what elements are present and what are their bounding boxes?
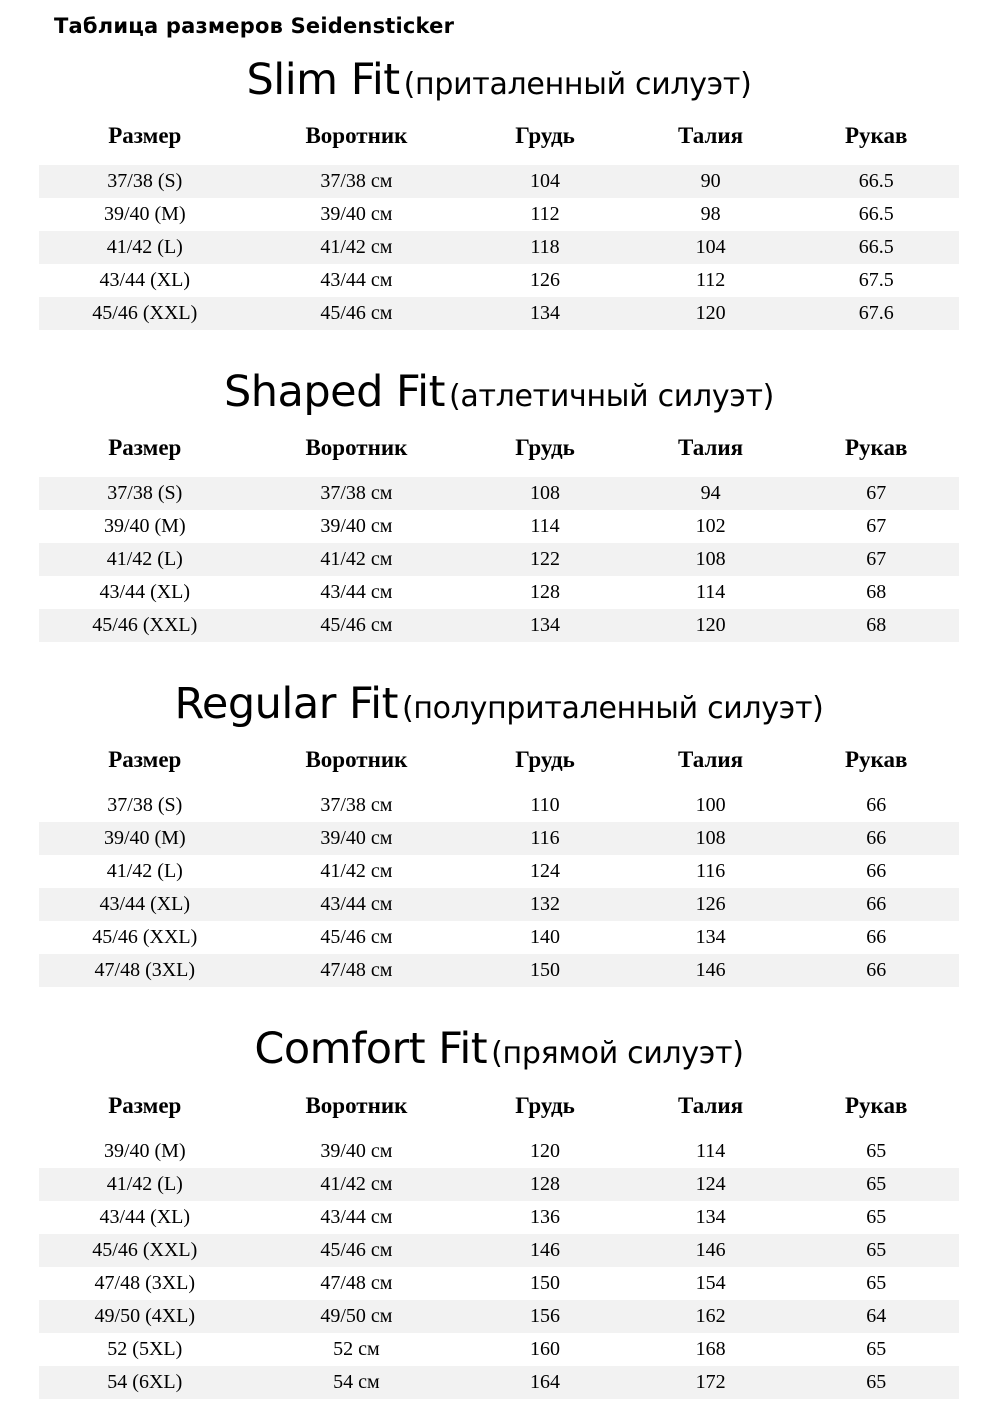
column-header-sleeve: Рукав <box>845 123 908 149</box>
cell-sleeve: 67 <box>793 543 959 576</box>
cell-sleeve: 67.5 <box>793 264 959 297</box>
table-row <box>39 1201 959 1234</box>
cell-chest: 128 <box>462 576 628 609</box>
column-header-waist: Талия <box>678 1092 744 1118</box>
column-header-waist: Талия <box>678 435 744 461</box>
column-header-collar: Воротник <box>305 435 408 461</box>
cell-collar: 41/42 см <box>251 543 463 576</box>
cell-chest: 118 <box>462 231 628 264</box>
cell-waist: 100 <box>628 789 794 822</box>
cell-sleeve: 66 <box>793 855 959 888</box>
cell-sleeve: 68 <box>793 609 959 642</box>
cell-waist: 94 <box>628 477 794 510</box>
cell-collar: 43/44 см <box>251 888 463 921</box>
table-row <box>39 1168 959 1201</box>
cell-size: 37/38 (S) <box>39 789 251 822</box>
cell-sleeve: 65 <box>793 1168 959 1201</box>
table-row <box>39 789 959 822</box>
cell-collar: 43/44 см <box>251 1201 463 1234</box>
cell-collar: 41/42 см <box>251 1168 463 1201</box>
column-header-sleeve: Рукав <box>845 747 908 773</box>
cell-size: 43/44 (XL) <box>39 888 251 921</box>
cell-chest: 112 <box>462 198 628 231</box>
cell-waist: 104 <box>628 231 794 264</box>
column-header-size: Размер <box>108 123 182 149</box>
cell-size: 47/48 (3XL) <box>39 1267 251 1300</box>
cell-chest: 156 <box>462 1300 628 1333</box>
fit-section-shaped <box>0 367 998 642</box>
table-header-row <box>39 117 959 165</box>
cell-size: 37/38 (S) <box>39 477 251 510</box>
cell-sleeve: 66.5 <box>793 198 959 231</box>
cell-collar: 41/42 см <box>251 231 463 264</box>
cell-waist: 98 <box>628 198 794 231</box>
cell-waist: 120 <box>628 609 794 642</box>
section-heading <box>0 679 998 730</box>
cell-waist: 102 <box>628 510 794 543</box>
cell-chest: 134 <box>462 609 628 642</box>
cell-waist: 134 <box>628 1201 794 1234</box>
cell-waist: 154 <box>628 1267 794 1300</box>
table-row <box>39 1234 959 1267</box>
table-row <box>39 888 959 921</box>
cell-collar: 45/46 см <box>251 921 463 954</box>
cell-sleeve: 66 <box>793 789 959 822</box>
cell-collar: 39/40 см <box>251 1135 463 1168</box>
table-row <box>39 1366 959 1399</box>
column-header-chest: Грудь <box>515 435 575 461</box>
table-row <box>39 954 959 987</box>
cell-collar: 47/48 см <box>251 1267 463 1300</box>
cell-sleeve: 65 <box>793 1135 959 1168</box>
table-row <box>39 264 959 297</box>
fit-name: Regular Fit <box>174 679 398 730</box>
cell-waist: 108 <box>628 822 794 855</box>
cell-size: 45/46 (XXL) <box>39 1234 251 1267</box>
cell-size: 39/40 (M) <box>39 510 251 543</box>
fit-name: Comfort Fit <box>254 1024 488 1075</box>
cell-waist: 124 <box>628 1168 794 1201</box>
cell-sleeve: 64 <box>793 1300 959 1333</box>
cell-size: 39/40 (M) <box>39 822 251 855</box>
cell-size: 39/40 (M) <box>39 1135 251 1168</box>
cell-sleeve: 65 <box>793 1267 959 1300</box>
cell-size: 43/44 (XL) <box>39 264 251 297</box>
cell-collar: 37/38 см <box>251 789 463 822</box>
cell-chest: 146 <box>462 1234 628 1267</box>
column-header-size: Размер <box>108 435 182 461</box>
table-row <box>39 543 959 576</box>
cell-chest: 108 <box>462 477 628 510</box>
cell-sleeve: 67.6 <box>793 297 959 330</box>
cell-chest: 160 <box>462 1333 628 1366</box>
section-heading <box>0 1024 998 1075</box>
size-table <box>39 1087 959 1399</box>
cell-sleeve: 65 <box>793 1366 959 1399</box>
cell-collar: 41/42 см <box>251 855 463 888</box>
fit-subtitle: (приталенный силуэт) <box>403 67 752 102</box>
fit-section-regular <box>0 679 998 987</box>
table-row <box>39 165 959 198</box>
column-header-collar: Воротник <box>305 123 408 149</box>
table-row <box>39 510 959 543</box>
table-row <box>39 297 959 330</box>
size-table <box>39 429 959 642</box>
cell-size: 45/46 (XXL) <box>39 297 251 330</box>
cell-collar: 39/40 см <box>251 510 463 543</box>
table-row <box>39 1300 959 1333</box>
cell-chest: 120 <box>462 1135 628 1168</box>
table-row <box>39 609 959 642</box>
cell-chest: 140 <box>462 921 628 954</box>
cell-waist: 90 <box>628 165 794 198</box>
page-title: Таблица размеров Seidensticker <box>54 14 455 38</box>
table-header-row <box>39 1087 959 1135</box>
cell-chest: 136 <box>462 1201 628 1234</box>
fit-subtitle: (полуприталенный силуэт) <box>401 691 824 727</box>
cell-sleeve: 65 <box>793 1333 959 1366</box>
cell-chest: 150 <box>462 1267 628 1300</box>
fit-subtitle: (прямой силуэт) <box>491 1036 744 1072</box>
cell-collar: 43/44 см <box>251 264 463 297</box>
table-row <box>39 1135 959 1168</box>
cell-chest: 124 <box>462 855 628 888</box>
section-heading <box>0 367 998 418</box>
column-header-collar: Воротник <box>305 747 408 773</box>
cell-collar: 54 см <box>251 1366 463 1399</box>
table-header-row <box>39 741 959 789</box>
cell-sleeve: 66 <box>793 822 959 855</box>
cell-waist: 162 <box>628 1300 794 1333</box>
table-row <box>39 231 959 264</box>
cell-size: 37/38 (S) <box>39 165 251 198</box>
size-table <box>39 117 959 330</box>
cell-chest: 116 <box>462 822 628 855</box>
cell-collar: 45/46 см <box>251 609 463 642</box>
cell-size: 45/46 (XXL) <box>39 609 251 642</box>
cell-chest: 132 <box>462 888 628 921</box>
table-row <box>39 855 959 888</box>
table-row <box>39 1333 959 1366</box>
table-row <box>39 1267 959 1300</box>
column-header-waist: Талия <box>678 123 744 149</box>
fit-subtitle: (атлетичный силуэт) <box>448 379 775 415</box>
column-header-sleeve: Рукав <box>845 1092 908 1118</box>
cell-waist: 108 <box>628 543 794 576</box>
cell-collar: 43/44 см <box>251 576 463 609</box>
cell-sleeve: 68 <box>793 576 959 609</box>
table-row <box>39 477 959 510</box>
cell-size: 41/42 (L) <box>39 231 251 264</box>
table-header-row <box>39 429 959 477</box>
cell-waist: 134 <box>628 921 794 954</box>
column-header-chest: Грудь <box>515 1092 575 1118</box>
cell-chest: 126 <box>462 264 628 297</box>
section-heading <box>0 55 998 105</box>
cell-collar: 37/38 см <box>251 477 463 510</box>
cell-sleeve: 66 <box>793 921 959 954</box>
fit-name: Shaped Fit <box>223 367 445 418</box>
cell-chest: 150 <box>462 954 628 987</box>
cell-waist: 116 <box>628 855 794 888</box>
fit-section-comfort <box>0 1024 998 1398</box>
cell-size: 41/42 (L) <box>39 1168 251 1201</box>
cell-chest: 164 <box>462 1366 628 1399</box>
table-row <box>39 822 959 855</box>
column-header-waist: Талия <box>678 747 744 773</box>
column-header-size: Размер <box>108 747 182 773</box>
cell-sleeve: 67 <box>793 510 959 543</box>
cell-sleeve: 66 <box>793 888 959 921</box>
cell-waist: 120 <box>628 297 794 330</box>
cell-sleeve: 67 <box>793 477 959 510</box>
cell-waist: 168 <box>628 1333 794 1366</box>
table-row <box>39 921 959 954</box>
cell-size: 49/50 (4XL) <box>39 1300 251 1333</box>
cell-waist: 126 <box>628 888 794 921</box>
cell-collar: 37/38 см <box>251 165 463 198</box>
cell-collar: 52 см <box>251 1333 463 1366</box>
cell-sleeve: 65 <box>793 1234 959 1267</box>
cell-size: 41/42 (L) <box>39 543 251 576</box>
cell-chest: 110 <box>462 789 628 822</box>
table-row <box>39 576 959 609</box>
cell-waist: 146 <box>628 954 794 987</box>
cell-waist: 114 <box>628 1135 794 1168</box>
cell-collar: 49/50 см <box>251 1300 463 1333</box>
cell-chest: 134 <box>462 297 628 330</box>
cell-sleeve: 66.5 <box>793 231 959 264</box>
fit-section-slim <box>0 55 998 330</box>
table-row <box>39 198 959 231</box>
column-header-chest: Грудь <box>515 123 575 149</box>
cell-chest: 122 <box>462 543 628 576</box>
cell-waist: 146 <box>628 1234 794 1267</box>
cell-chest: 128 <box>462 1168 628 1201</box>
cell-waist: 112 <box>628 264 794 297</box>
cell-chest: 114 <box>462 510 628 543</box>
cell-sleeve: 66 <box>793 954 959 987</box>
column-header-collar: Воротник <box>305 1092 408 1118</box>
cell-collar: 39/40 см <box>251 198 463 231</box>
cell-collar: 45/46 см <box>251 297 463 330</box>
cell-size: 52 (5XL) <box>39 1333 251 1366</box>
cell-size: 43/44 (XL) <box>39 1201 251 1234</box>
cell-collar: 47/48 см <box>251 954 463 987</box>
cell-size: 47/48 (3XL) <box>39 954 251 987</box>
fit-name: Slim Fit <box>246 55 400 105</box>
column-header-chest: Грудь <box>515 747 575 773</box>
cell-collar: 45/46 см <box>251 1234 463 1267</box>
cell-waist: 114 <box>628 576 794 609</box>
cell-chest: 104 <box>462 165 628 198</box>
cell-sleeve: 66.5 <box>793 165 959 198</box>
column-header-size: Размер <box>108 1092 182 1118</box>
column-header-sleeve: Рукав <box>845 435 908 461</box>
cell-waist: 172 <box>628 1366 794 1399</box>
cell-sleeve: 65 <box>793 1201 959 1234</box>
cell-size: 54 (6XL) <box>39 1366 251 1399</box>
cell-collar: 39/40 см <box>251 822 463 855</box>
cell-size: 39/40 (M) <box>39 198 251 231</box>
cell-size: 41/42 (L) <box>39 855 251 888</box>
size-table <box>39 741 959 987</box>
cell-size: 43/44 (XL) <box>39 576 251 609</box>
cell-size: 45/46 (XXL) <box>39 921 251 954</box>
